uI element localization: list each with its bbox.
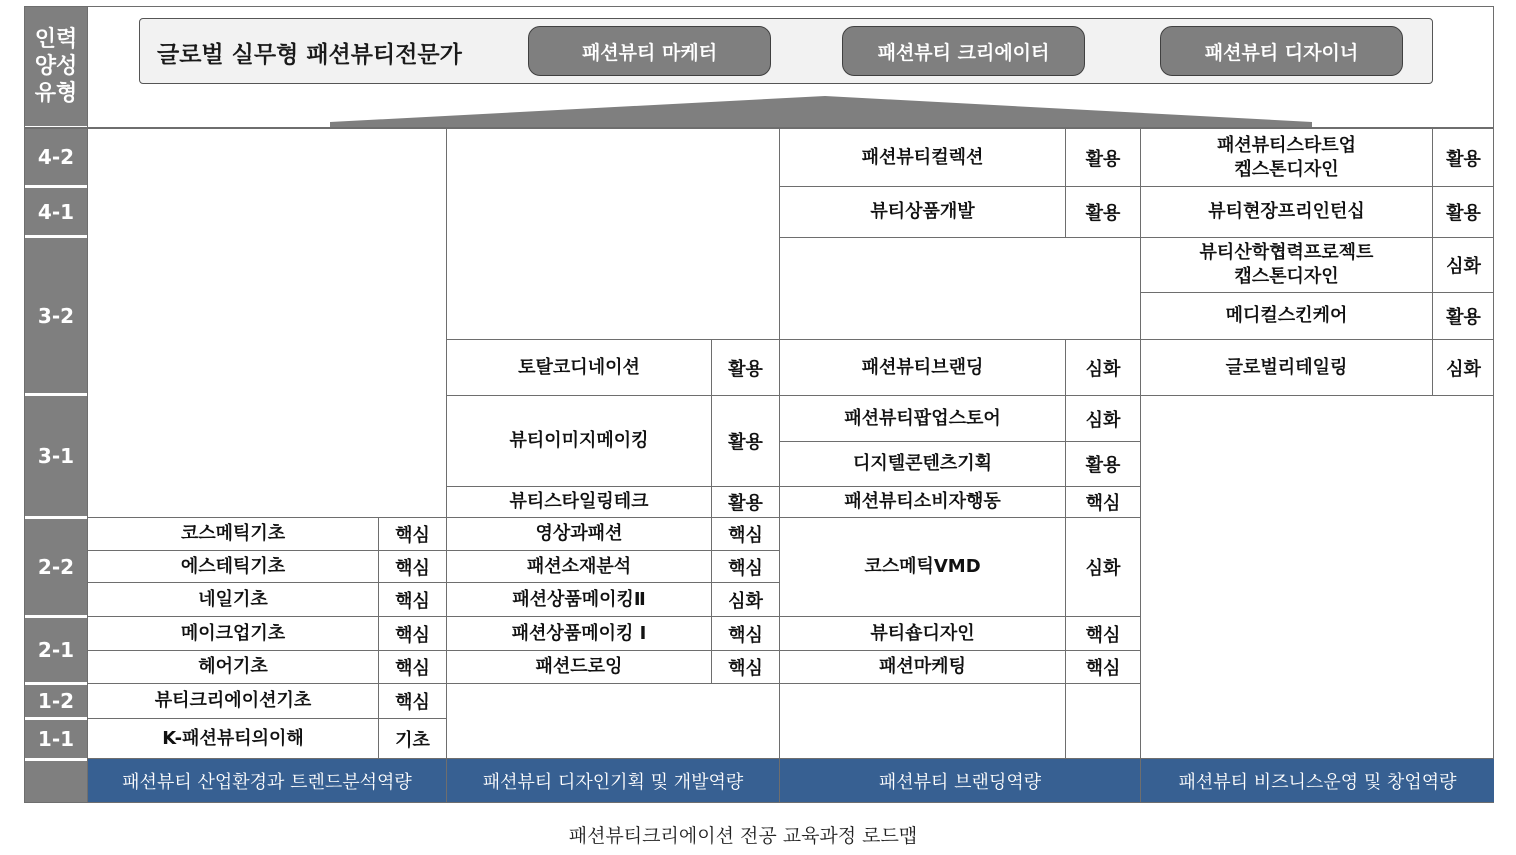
course-total-coordination: 토탈코디네이션 [518,356,640,378]
row-label-3-2: 3-2 [25,238,87,393]
course-industry-project-capstone: 뷰티산학협력프로젝트 캡스톤디자인 [1199,242,1374,287]
level-tag: 핵심 [728,525,763,546]
level-tag: 심화 [1446,256,1481,277]
course-global-retailing: 글로벌리테일링 [1225,356,1348,378]
course-k-fashion-beauty: K-패션뷰티의이해 [162,727,304,749]
level-tag: 핵심 [395,590,430,612]
level-tag: 핵심 [1085,624,1121,646]
level-tag: 핵심 [728,557,763,579]
course-digital-content-planning: 디지텔콘텐츠기획 [852,453,993,474]
competency-business-startup: 패션뷰티 비즈니스운영 및 창업역량 [1141,759,1494,802]
course-fashion-material: 패션소재분석 [526,555,632,577]
level-tag: 활용 [728,493,763,514]
course-fashion-beauty-branding: 패션뷰티브랜딩 [861,356,984,378]
banner-title: 글로벌 실무형 패션뷰티전문가 [157,42,462,68]
row-label-2-2: 2-2 [25,519,87,615]
course-beauty-image-making: 뷰티이미지메이킹 [509,430,649,451]
course-fashion-product-making-1: 패션상품메이킹 I [511,622,647,644]
grid-line [25,802,1494,803]
course-nail-basics: 네일기초 [198,588,268,610]
course-fashion-drawing: 패션드로잉 [535,656,623,677]
level-tag: 심화 [1085,409,1121,431]
course-video-fashion: 영상과패션 [535,523,623,544]
row-label-2-1: 2-1 [25,618,87,682]
course-startup-capstone: 패션뷰티스타트업 켑스톤디자인 [1216,134,1357,180]
course-beauty-styling-tech: 뷰티스타일링테크 [509,491,649,512]
level-tag: 활용 [728,432,763,453]
course-makeup-basics: 메이크업기초 [180,622,286,644]
level-tag: 핵심 [395,557,430,579]
course-beauty-shop-design: 뷰티숍디자인 [870,622,975,644]
level-tag: 핵심 [395,658,430,679]
level-tag: 심화 [1085,558,1121,579]
figure-caption: 패션뷰티크리에이션 전공 교육과정 로드맵 [568,825,918,847]
type-pill-marketer: 패션뷰티 마케터 [528,26,771,76]
level-tag: 핵심 [395,692,430,713]
type-pill-creator: 패션뷰티 크리에이터 [842,26,1085,76]
course-esthetic-basics: 에스테틱기초 [180,555,286,577]
level-tag: 활용 [1446,148,1481,170]
row-label-header: 인력 양성 유형 [25,7,87,126]
course-fashion-marketing: 패션마케팅 [879,656,966,677]
level-tag: 핵심 [1085,493,1121,514]
row-label-1-2: 1-2 [25,685,87,717]
level-tag: 심화 [1085,358,1121,380]
level-tag: 활용 [1085,148,1121,170]
course-fashion-beauty-collection: 패션뷰티컬렉션 [861,146,984,168]
course-popup-store: 패션뷰티팝업스토어 [844,407,1001,429]
competency-design-development: 패션뷰티 디자인기획 및 개발역량 [447,759,779,802]
level-tag: 활용 [1085,455,1121,476]
type-pill-designer: 패션뷰티 디자이너 [1160,26,1403,76]
course-consumer-behavior: 패션뷰티소비자행동 [844,491,1001,512]
course-cosmetic-basics: 코스메틱기초 [180,523,286,544]
level-tag: 핵심 [1085,658,1121,679]
row-label-1-1: 1-1 [25,720,87,758]
level-tag: 심화 [1446,358,1481,380]
level-tag: 핵심 [728,658,763,679]
level-tag: 활용 [1085,203,1121,224]
row-label-4-2: 4-2 [25,129,87,185]
level-tag: 심화 [728,590,763,612]
course-cosmetic-vmd: 코스메틱VMD [864,556,981,577]
level-tag: 활용 [728,358,763,380]
row-label-4-1: 4-1 [25,188,87,235]
course-field-internship: 뷰티현장프리인턴십 [1208,201,1365,222]
course-medical-skincare: 메디컬스킨케어 [1225,305,1348,326]
level-tag: 기초 [395,729,430,751]
level-tag: 핵심 [395,525,430,546]
level-tag: 활용 [1446,203,1481,224]
competency-trend-analysis: 패션뷰티 산업환경과 트렌드분석역량 [88,759,446,802]
level-tag: 핵심 [395,624,430,646]
course-beauty-creation-basics: 뷰티크리에이션기초 [154,690,312,711]
level-tag: 핵심 [728,624,763,646]
course-fashion-product-making-2: 패션상품메이킹Ⅱ [512,588,646,610]
course-beauty-product-dev: 뷰티상품개발 [870,201,975,222]
level-tag: 활용 [1446,307,1481,328]
course-hair-basics: 헤어기초 [198,656,268,677]
competency-branding: 패션뷰티 브랜딩역량 [780,759,1140,802]
row-label-3-1: 3-1 [25,396,87,516]
